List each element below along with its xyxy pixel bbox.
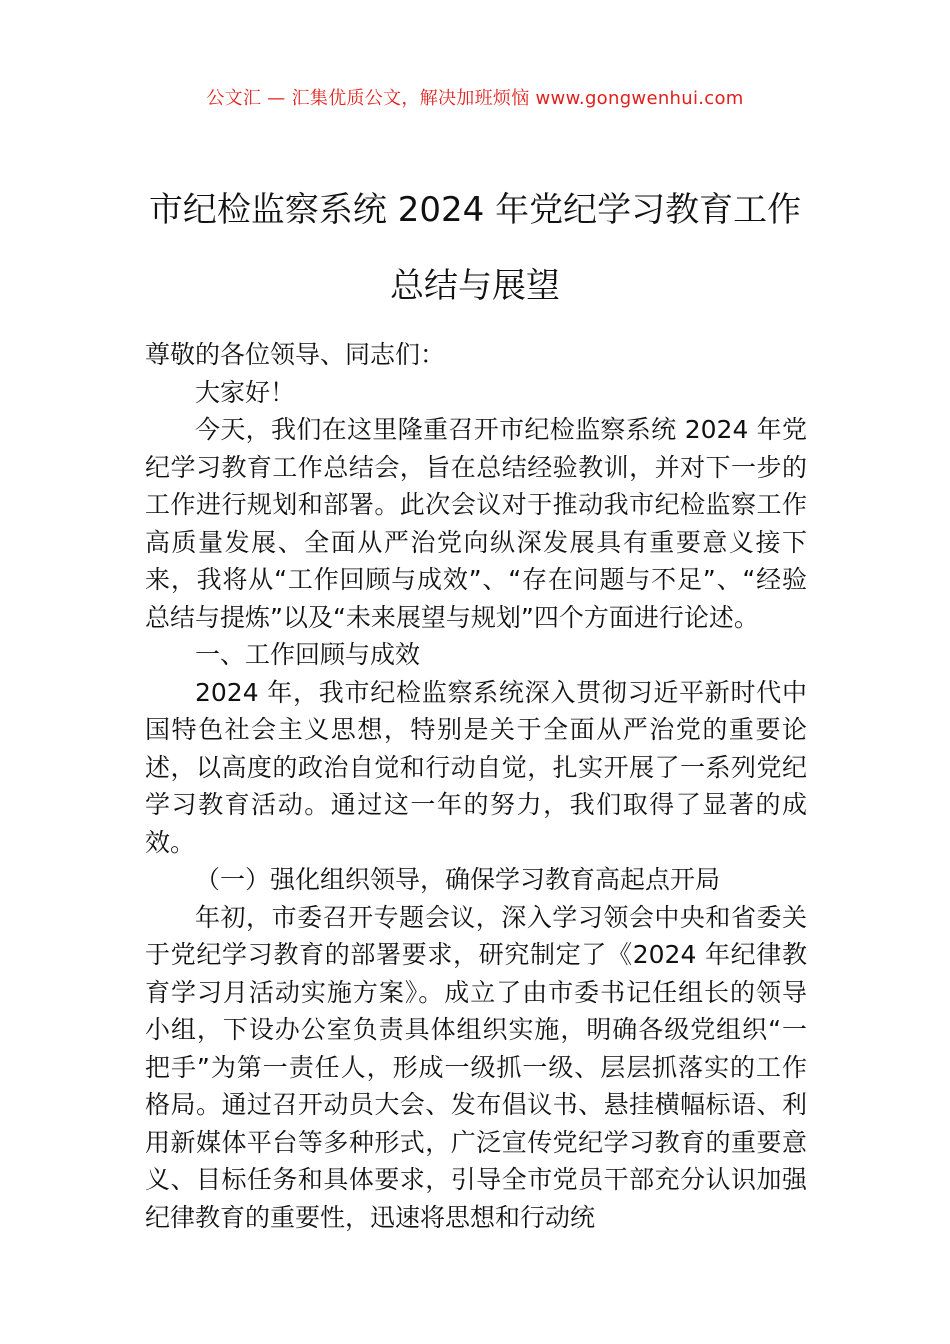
title-line-2: 总结与展望: [390, 266, 560, 306]
title-line-1: 市纪检监察系统 2024 年党纪学习教育工作: [148, 190, 802, 230]
paragraph-subsection-1: 年初，市委召开专题会议，深入学习领会中央和省委关于党纪学习教育的部署要求，研究制定了《2024 年纪律教育学习月活动实施方案》。成立了由市委书记任组长的领导小组，下设办公室负责具体组织实施，明确各级党组织“一把手”为第一责任人，形成一级抓一级、层层抓落实的工作格局。通过召开动员大会、发布倡议书、悬挂横幅标语、利用新媒体平台等多种形式，广泛宣传党纪学习教育的重要意义、目标任务和具体要求，引导全市党员干部充分认识加强纪律教育的重要性，迅速将思想和行动统: [145, 902, 807, 1232]
header-banner: 公文汇 — 汇集优质公文，解决加班烦恼 www.gongwenhui.com: [206, 88, 744, 109]
paragraph-section-1: 2024 年，我市纪检监察系统深入贯彻习近平新时代中国特色社会主义思想，特别是关于全面从严治党的重要论述，以高度的政治自觉和行动自觉，扎实开展了一系列党纪学习教育活动。通过这一年的努力，我们取得了显著的成效。: [145, 677, 807, 857]
greeting: 大家好！: [195, 377, 296, 407]
paragraph-intro: 今天，我们在这里隆重召开市纪检监察系统 2024 年党纪学习教育工作总结会，旨在总结经验教训，并对下一步的工作进行规划和部署。此次会议对于推动我市纪检监察工作高质量发展、全面从严治党向纵深发展具有重要意义接下来，我将从“工作回顾与成效”、“存在问题与不足”、“经验总结与提炼”以及“未来展望与规划”四个方面进行论述。: [145, 415, 807, 632]
salutation: 尊敬的各位领导、同志们：: [145, 340, 446, 369]
document-title: [0, 172, 950, 324]
document-body: [145, 336, 807, 1236]
section-heading-1: 一、工作回顾与成效: [195, 640, 421, 669]
subsection-heading-1: （一）强化组织领导，确保学习教育高起点开局: [195, 865, 721, 894]
